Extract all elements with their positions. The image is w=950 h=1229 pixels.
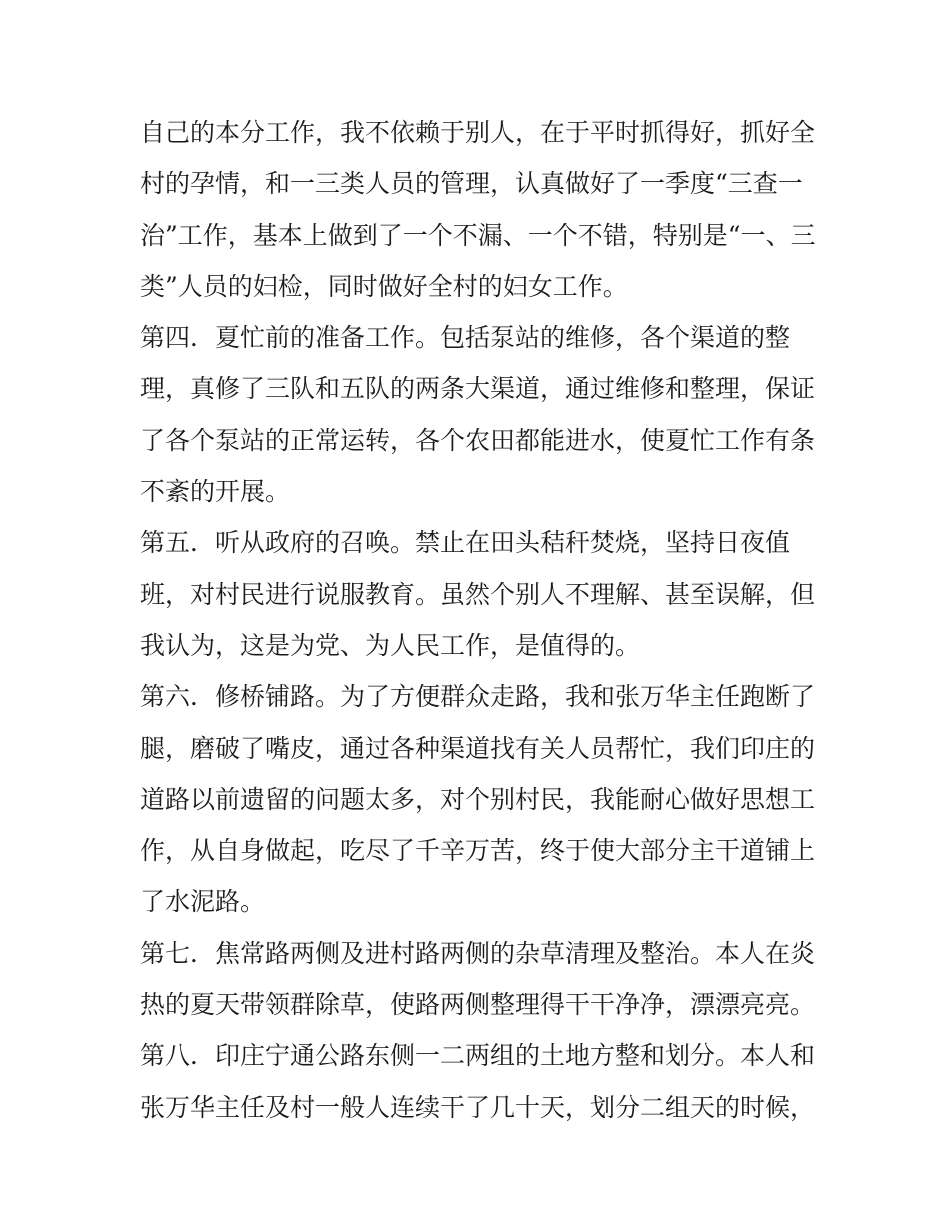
text-line: 腿，磨破了嘴皮，通过各种渠道找有关人员帮忙，我们印庄的 — [140, 733, 816, 763]
text-line: 作，从自身做起，吃尽了千辛万苦，终于使大部分主干道铺上 — [140, 836, 816, 866]
text-line: 自己的本分工作，我不依赖于别人，在于平时抓得好，抓好全 — [140, 118, 816, 147]
text-line: 道路以前遗留的问题太多，对个别村民，我能耐心做好思想工 — [140, 784, 816, 814]
text-line: 第四．夏忙前的准备工作。包括泵站的维修，各个渠道的整 — [140, 323, 791, 353]
text-line: 类”人员的妇检，同时做好全村的妇女工作。 — [140, 271, 628, 301]
text-line: 第五．听从政府的召唤。禁止在田头秸秆焚烧，坚持日夜值 — [140, 528, 791, 558]
text-line: 了各个泵站的正常运转，各个农田都能进水，使夏忙工作有条 — [140, 425, 816, 455]
text-line: 第八．印庄宁通公路东侧一二两组的土地方整和划分。本人和 — [140, 1041, 816, 1071]
text-line: 第七．焦常路两侧及进村路两侧的杂草清理及整治。本人在炎 — [140, 938, 816, 968]
text-line: 班，对村民进行说服教育。虽然个别人不理解、甚至误解，但 — [140, 579, 816, 609]
text-line: 了水泥路。 — [140, 887, 266, 917]
text-line: 张万华主任及村一般人连续干了几十天，划分二组天的时候， — [140, 1092, 816, 1122]
text-line: 我认为，这是为党、为人民工作，是值得的。 — [140, 630, 641, 660]
text-line: 第六．修桥铺路。为了方便群众走路，我和张万华主任跑断了 — [140, 682, 816, 712]
text-line: 理，真修了三队和五队的两条大渠道，通过维修和整理，保证 — [140, 374, 816, 404]
text-line: 热的夏天带领群除草，使路两侧整理得干干净净，漂漂亮亮。 — [140, 990, 816, 1020]
text-line: 不紊的开展。 — [140, 477, 291, 507]
document-body — [140, 107, 820, 1133]
text-line: 村的孕情，和一三类人员的管理，认真做好了一季度“三查一 — [140, 169, 803, 199]
text-line: 治”工作，基本上做到了一个不漏、一个不错，特别是“一、三 — [140, 220, 816, 250]
